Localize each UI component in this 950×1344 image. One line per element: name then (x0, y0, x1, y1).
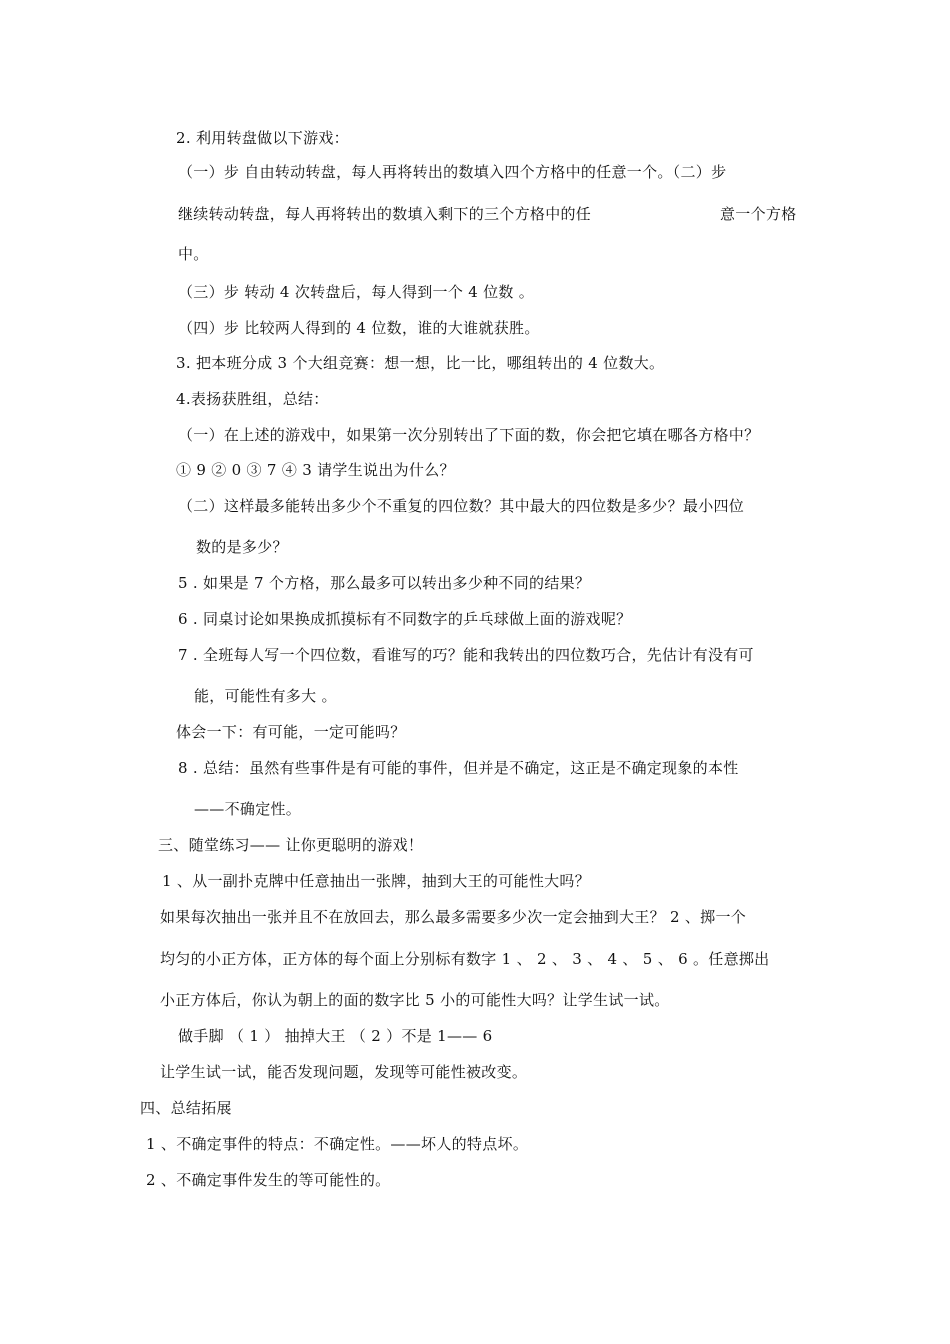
text-line: 5 . 如果是 7 个方格，那么最多可以转出多少种不同的结果？ (178, 574, 591, 592)
text-line: 7 . 全班每人写一个四位数，看谁写的巧？能和我转出的四位数巧合，先估计有没有可 (178, 646, 754, 664)
text-line: （一）步 自由转动转盘，每人再将转出的数填入四个方格中的任意一个。（二）步 (178, 163, 727, 181)
text-line: ① 9 ② 0 ③ 7 ④ 3 请学生说出为什么？ (176, 461, 455, 479)
text-line: （三）步 转动 4 次转盘后，每人得到一个 4 位数 。 (178, 283, 535, 301)
text-line: 如果每次抽出一张并且不在放回去，那么最多需要多少次一定会抽到大王？ 2 、掷一个 (160, 908, 747, 926)
text-line: 2 、不确定事件发生的等可能性的。 (146, 1171, 391, 1189)
text-line: 继续转动转盘，每人再将转出的数填入剩下的三个方格中的任 (178, 205, 592, 223)
text-line: ——不确定性。 (194, 800, 302, 818)
text-line: 均匀的小正方体，正方体的每个面上分别标有数字 1 、 2 、 3 、 4 、 5 、 6 。任意掷出 (160, 950, 770, 968)
text-line: 6 . 同桌讨论如果换成抓摸标有不同数字的乒乓球做上面的游戏呢？ (178, 610, 632, 628)
text-line: 体会一下：有可能，一定可能吗？ (176, 723, 406, 741)
text-line: 8 . 总结：虽然有些事件是有可能的事件，但并是不确定，这正是不确定现象的本性 (178, 759, 739, 777)
section-heading: 四、总结拓展 (140, 1099, 232, 1117)
text-line: 1 、从一副扑克牌中任意抽出一张牌，抽到大王的可能性大吗？ (162, 872, 591, 890)
text-line: （四）步 比较两人得到的 4 位数，谁的大谁就获胜。 (178, 319, 540, 337)
text-line: 数的是多少？ (196, 538, 288, 556)
text-line: 能，可能性有多大 。 (194, 687, 337, 705)
text-line: 小正方体后，你认为朝上的面的数字比 5 小的可能性大吗？让学生试一试。 (160, 991, 670, 1009)
text-line: 3. 把本班分成 3 个大组竞赛：想一想，比一比，哪组转出的 4 位数大。 (176, 354, 665, 372)
text-line: 1 、不确定事件的特点：不确定性。——坏人的特点坏。 (146, 1135, 529, 1153)
section-heading: 三、随堂练习—— 让你更聪明的游戏！ (158, 836, 424, 854)
text-line: 让学生试一试，能否发现问题，发现等可能性被改变。 (160, 1063, 528, 1081)
text-line: 中。 (178, 245, 209, 263)
text-line: 做手脚 （ 1 ） 抽掉大王 （ 2 ）不是 1—— 6 (178, 1027, 493, 1045)
text-line: 4.表扬获胜组，总结： (176, 390, 329, 408)
text-line: 2. 利用转盘做以下游戏： (176, 129, 349, 147)
text-line: 意一个方格 (720, 205, 797, 223)
text-line: （二）这样最多能转出多少个不重复的四位数？其中最大的四位数是多少？最小四位 (178, 497, 745, 515)
text-line: （一）在上述的游戏中，如果第一次分别转出了下面的数，你会把它填在哪各方格中？ (178, 426, 760, 444)
